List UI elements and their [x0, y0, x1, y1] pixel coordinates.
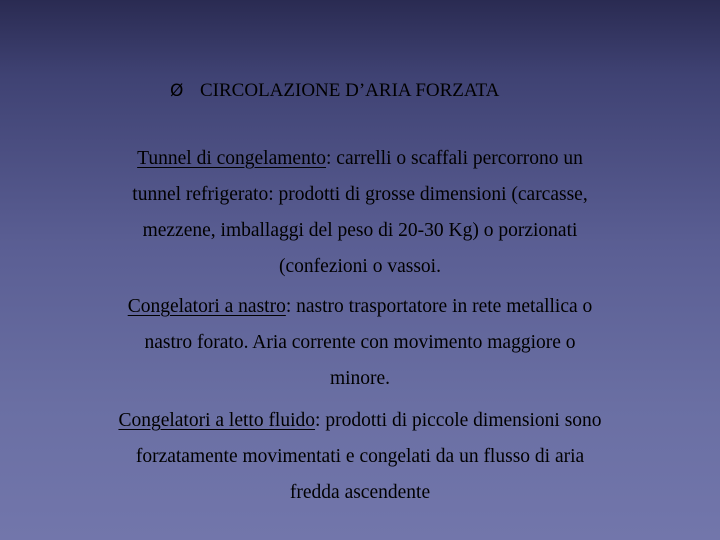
slide-heading: [170, 78, 499, 104]
term-congelatori-a-nastro: Congelatori a nastro: [127, 296, 286, 317]
heading-text: CIRCOLAZIONE D’ARIA FORZATA: [200, 80, 500, 101]
paragraph-line: [40, 403, 680, 439]
paragraph-letto-fluido: [40, 403, 680, 511]
term-tunnel-di-congelamento: Tunnel di congelamento: [137, 148, 326, 169]
paragraph-line: mezzene, imballaggi del peso di 20-30 Kg) o porzionati: [142, 220, 578, 241]
arrow-bullet-icon: Ø: [170, 81, 184, 101]
paragraph-line: (confezioni o vassoi.: [279, 256, 441, 277]
paragraph-text: : carrelli o scaffali percorrono un: [326, 148, 583, 169]
paragraph-text: : prodotti di piccole dimensioni sono: [315, 410, 602, 431]
paragraph-text: : nastro trasportatore in rete metallica o: [285, 296, 593, 317]
paragraph-line: minore.: [329, 368, 391, 389]
paragraph-line: nastro forato. Aria corrente con movimento maggiore o: [144, 332, 576, 353]
paragraph-line: tunnel refrigerato: prodotti di grosse dimensioni (carcasse,: [132, 184, 588, 205]
paragraph-line: [40, 141, 680, 177]
paragraph-nastro: [40, 289, 680, 397]
paragraph-line: [40, 289, 680, 325]
paragraph-tunnel: [40, 141, 680, 285]
paragraph-line: fredda ascendente: [289, 482, 431, 503]
paragraph-line: forzatamente movimentati e congelati da un flusso di aria: [135, 446, 585, 467]
term-congelatori-a-letto-fluido: Congelatori a letto fluido: [118, 410, 316, 431]
